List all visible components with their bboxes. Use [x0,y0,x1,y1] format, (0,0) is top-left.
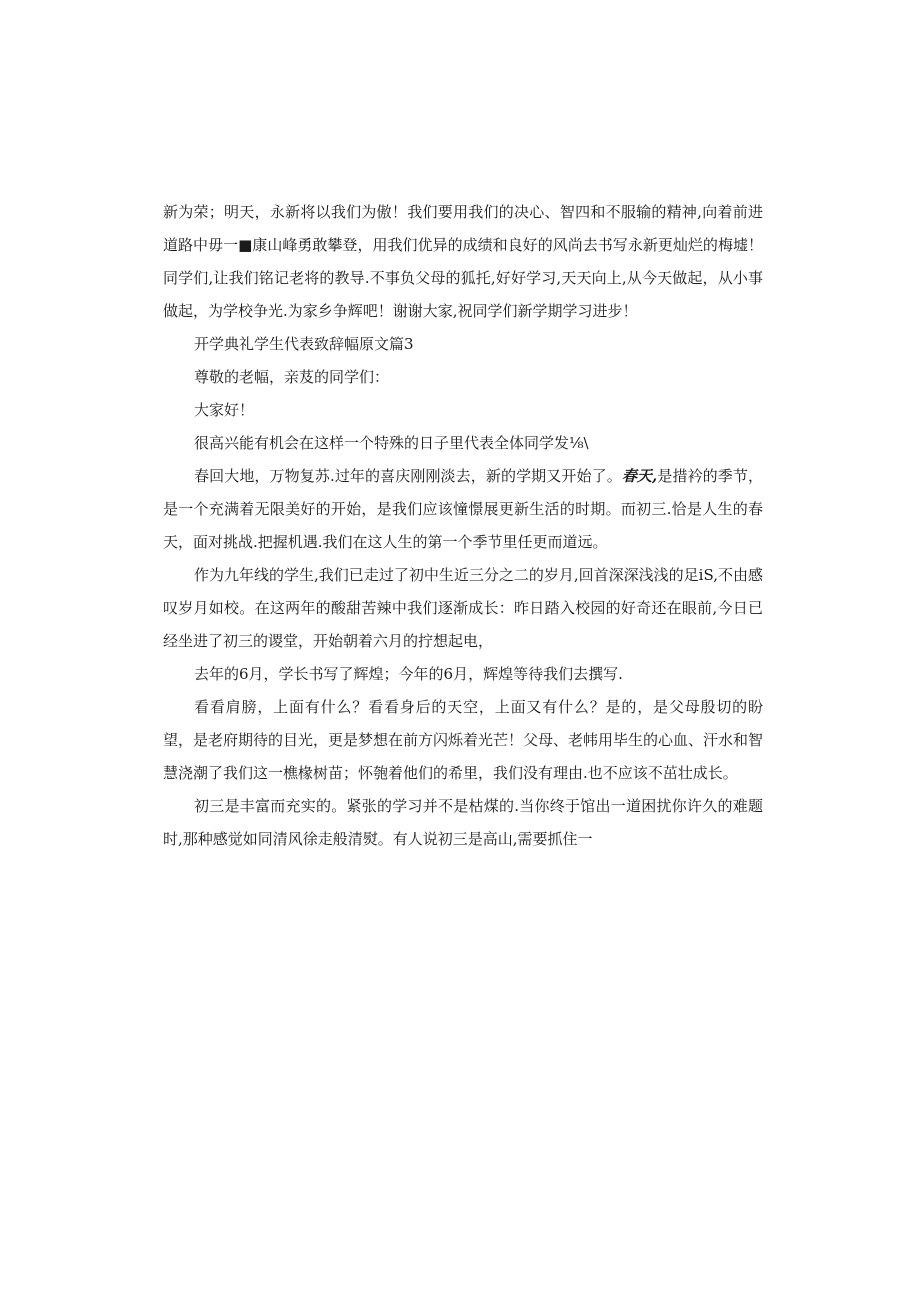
section-title: 开学典礼学生代表致辞幅原文篇3 [194,335,414,353]
june-paragraph: 去年的6月，学长书写了辉煌；今年的6月，辉煌等待我们去撰写. [194,665,623,683]
spring-paragraph-start: 春回大地，万物复苏.过年的喜庆刚刚淡去，新的学期又开始了。 [194,467,622,485]
spring-emphasis: 春天, [621,467,658,485]
spring-paragraph-rest: 是措衿的季节，是一个充满着无限美好的开始，是我们应该憧憬展更新生活的时期。而初三.恰是人生的春天，面对挑战.把握机遇.我们在这人生的第一个季节里任更而道远。 [163,467,763,551]
intro-line: 很高兴能有机会在这样一个特殊的日子里代表全体同学发⅛\ [194,434,589,452]
continuation-paragraph: 新为荣；明天，永新将以我们为傲！我们要用我们的决心、智四和不服输的精神,向着前进道路中毋一■康山峰勇敢攀登，用我们优异的成绩和良好的风尚去书写永新更灿烂的梅墟！同学们,让我们铭记老将的教导.不事负父母的狐托,好好学习,天天向上,从今天做起，从小事做起，为学校争光.为家乡争辉吧！谢谢大家,祝同学们新学期学习进步！ [163,203,763,320]
salutation-line: 尊敬的老幅，亲芨的同学们： [194,368,390,386]
grade-three-paragraph: 初三是丰富而充实的。紧张的学习并不是枯煤的.当你终于馆出一道困扰你许久的难题时,那种感觉如同清风徐走般清熨。有人说初三是高山,需要抓住一 [163,797,763,848]
shoulders-paragraph: 看看肩膀，上面有什么？看看身后的天空，上面又有什么？是的，是父母殷切的盼望，是老府期待的目光，更是梦想在前方闪烁着光芒！父母、老帏用毕生的心血、汗水和智慧浇潮了我们这一樵椽树苗；怀匏着他们的希里，我们没有理由.也不应该不茁壮成长。 [163,698,764,782]
greeting-line: 大家好！ [194,401,255,419]
document-body [163,196,763,856]
grade-nine-paragraph: 作为九年线的学生,我们已走过了初中生近三分之二的岁月,回首深深浅浅的足iS,不由感叹岁月如校。在这两年的酸甜苦辣中我们逐渐成长：昨日踏入校园的好奇还在眼前,今日已经坐进了初三的谡堂，开始朝着六月的拧想起电， [163,566,763,650]
spring-paragraph [163,460,763,559]
